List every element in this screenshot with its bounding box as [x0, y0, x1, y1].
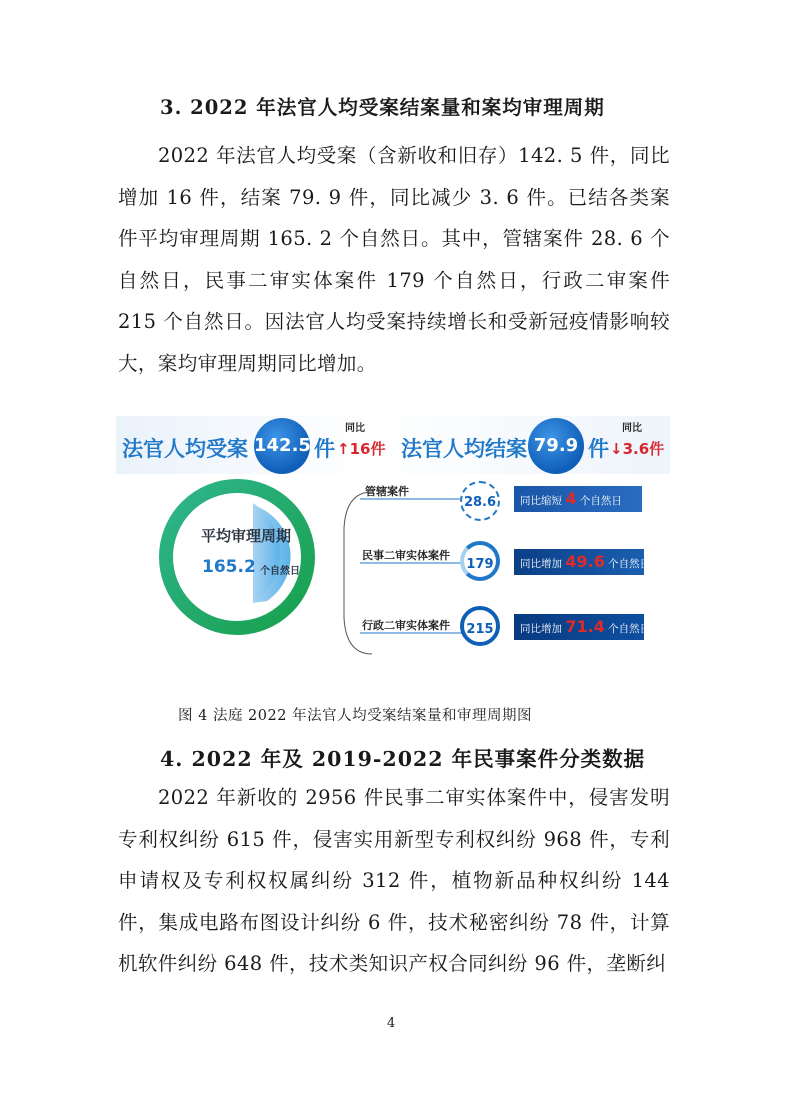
received-label: 法官人均受案: [122, 437, 248, 461]
received-yoy-label: 同比: [345, 423, 365, 434]
section-3-heading: 3. 2022 年法官人均受案结案量和案均审理周期: [160, 96, 605, 119]
court-caseload-infographic: [116, 410, 670, 655]
change-prefix: 同比增加: [520, 558, 562, 570]
closed-yoy-label: 同比: [622, 423, 642, 434]
section-4-heading: 4. 2022 年及 2019-2022 年民事案件分类数据: [160, 747, 646, 771]
change-suffix: 个自然日: [608, 558, 651, 570]
category-value-badge: 179: [460, 541, 500, 581]
section-4-paragraph: 2022 年新收的 2956 件民事二审实体案件中，侵害发明专利权纠纷 615 件，侵害实用新型专利权纠纷 968 件，专利申请权及专利权权属纠纷 312 件，植物新品种权纠纷 144 件，集成电路布图设计纠纷 6 件，技术秘密纠纷 78 件，计算机软件纠纷 648 件，技术类知识产权合同纠纷 96 件，垄断纠: [118, 786, 670, 975]
change-delta: 71.4: [565, 617, 605, 636]
category-value-badge: 215: [460, 606, 500, 646]
change-prefix: 同比增加: [520, 623, 562, 635]
received-unit: 件: [314, 437, 335, 461]
received-value-badge: 142.5: [254, 418, 310, 474]
change-suffix: 个自然日: [579, 495, 622, 507]
closed-change: ↓3.6件: [610, 440, 665, 458]
category-name: 行政二审实体案件: [362, 619, 450, 632]
category-name: 民事二审实体案件: [362, 549, 450, 562]
category-change-bar: [514, 549, 651, 575]
category-name: 管辖案件: [365, 485, 409, 498]
avg-cycle-title: 平均审理周期: [201, 527, 292, 545]
change-delta: 49.6: [565, 552, 605, 571]
change-delta: 4: [565, 489, 577, 508]
change-suffix: 个自然日: [608, 623, 651, 635]
category-change-bar: [514, 486, 642, 512]
figure-caption: 图 4 法庭 2022 年法官人均受案结案量和审理周期图: [178, 708, 533, 724]
received-change: ↑16件: [337, 440, 386, 458]
avg-cycle-value: 165.2: [202, 557, 256, 577]
avg-cycle-unit: 个自然日: [260, 566, 300, 577]
avg-cycle-ring: [159, 479, 315, 639]
closed-value-badge: 79.9: [528, 418, 584, 474]
category-value-badge: 28.6: [460, 481, 500, 521]
change-prefix: 同比缩短: [520, 495, 562, 507]
category-change-bar: [514, 614, 651, 640]
page-number: 4: [387, 1016, 396, 1031]
closed-label: 法官人均结案: [401, 437, 527, 461]
caseload-banner: [116, 416, 670, 474]
category-divider: [360, 562, 470, 564]
category-divider: [360, 632, 470, 634]
section-3-paragraph: 2022 年法官人均受案（含新收和旧存）142. 5 件，同比增加 16 件，结案 79. 9 件，同比减少 3. 6 件。已结各类案件平均审理周期 165. 2 个自然日。其中，管辖案件 28. 6 个自然日，民事二审实体案件 179 个自然日，行政二审案件 215 个自然日。因法官人均受案持续增长和受新冠疫情影响较大，案均审理周期同比增加。: [118, 144, 670, 375]
closed-unit: 件: [588, 437, 609, 461]
